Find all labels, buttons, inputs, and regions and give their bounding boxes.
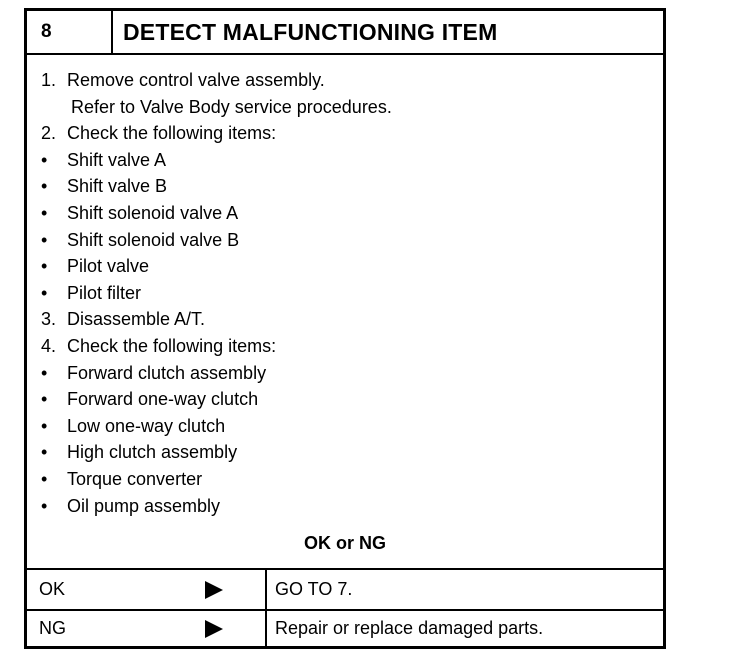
check-item-text: Oil pump assembly bbox=[67, 495, 221, 516]
check-item bbox=[41, 386, 392, 413]
result-row-ng bbox=[27, 609, 663, 646]
instruction-text: Disassemble A/T. bbox=[67, 309, 206, 330]
bullet-icon: • bbox=[41, 389, 48, 410]
instruction-list bbox=[41, 67, 392, 519]
check-item-text: Pilot valve bbox=[67, 256, 150, 277]
result-code: OK bbox=[39, 579, 66, 599]
list-marker: 4. bbox=[41, 335, 57, 356]
bullet-icon: • bbox=[41, 468, 48, 489]
check-item bbox=[41, 439, 392, 466]
instruction-text: Refer to Valve Body service procedures. bbox=[71, 96, 392, 117]
bullet-icon: • bbox=[41, 415, 48, 436]
check-item bbox=[41, 280, 392, 307]
bullet-icon: • bbox=[41, 495, 48, 516]
check-item bbox=[41, 253, 392, 280]
check-item bbox=[41, 413, 392, 440]
bullet-icon: • bbox=[41, 282, 48, 303]
result-condition-cell bbox=[27, 570, 267, 609]
result-row-ok bbox=[27, 568, 663, 609]
bullet-icon: • bbox=[41, 442, 48, 463]
instruction-text: Remove control valve assembly. bbox=[67, 70, 325, 90]
check-item bbox=[41, 173, 392, 200]
step-header bbox=[27, 11, 663, 55]
check-item-text: Shift valve B bbox=[67, 176, 168, 197]
list-marker: 2. bbox=[41, 123, 57, 144]
check-item-text: High clutch assembly bbox=[67, 442, 238, 463]
right-triangle-arrow-icon bbox=[205, 620, 223, 638]
list-marker: 1. bbox=[41, 70, 57, 90]
check-item-text: Pilot filter bbox=[67, 282, 142, 303]
check-item bbox=[41, 147, 392, 174]
check-item-text: Shift solenoid valve A bbox=[67, 202, 239, 223]
diagnostic-step-box bbox=[24, 8, 666, 649]
result-code: NG bbox=[39, 618, 66, 638]
check-item bbox=[41, 493, 392, 520]
bullet-icon: • bbox=[41, 176, 48, 197]
step-number: 8 bbox=[27, 11, 113, 53]
list-marker: 3. bbox=[41, 309, 57, 330]
verdict-label: OK or NG bbox=[303, 533, 386, 553]
check-item-text: Shift solenoid valve B bbox=[67, 229, 240, 250]
instruction-line bbox=[41, 333, 392, 360]
bullet-icon: • bbox=[41, 202, 48, 223]
result-action: GO TO 7. bbox=[275, 579, 353, 599]
bullet-icon: • bbox=[41, 149, 48, 170]
instruction-line bbox=[41, 306, 392, 333]
instruction-text: Check the following items: bbox=[67, 123, 277, 144]
check-item-text: Low one-way clutch bbox=[67, 415, 226, 436]
instruction-line bbox=[41, 94, 392, 121]
instruction-line bbox=[41, 67, 392, 94]
step-title: DETECT MALFUNCTIONING ITEM bbox=[123, 19, 498, 45]
instruction-text: Check the following items: bbox=[67, 335, 277, 356]
bullet-icon: • bbox=[41, 229, 48, 250]
check-item bbox=[41, 360, 392, 387]
result-action: Repair or replace damaged parts. bbox=[275, 618, 544, 638]
instruction-line bbox=[41, 120, 392, 147]
bullet-icon: • bbox=[41, 362, 48, 383]
check-item-text: Shift valve A bbox=[67, 149, 167, 170]
check-item bbox=[41, 227, 392, 254]
check-item-text: Forward clutch assembly bbox=[67, 362, 267, 383]
right-triangle-arrow-icon bbox=[205, 581, 223, 599]
check-item-text: Forward one-way clutch bbox=[67, 389, 259, 410]
bullet-icon: • bbox=[41, 256, 48, 277]
result-condition-cell bbox=[27, 611, 267, 646]
check-item bbox=[41, 466, 392, 493]
step-body bbox=[27, 55, 663, 570]
check-item-text: Torque converter bbox=[67, 468, 203, 489]
check-item bbox=[41, 200, 392, 227]
